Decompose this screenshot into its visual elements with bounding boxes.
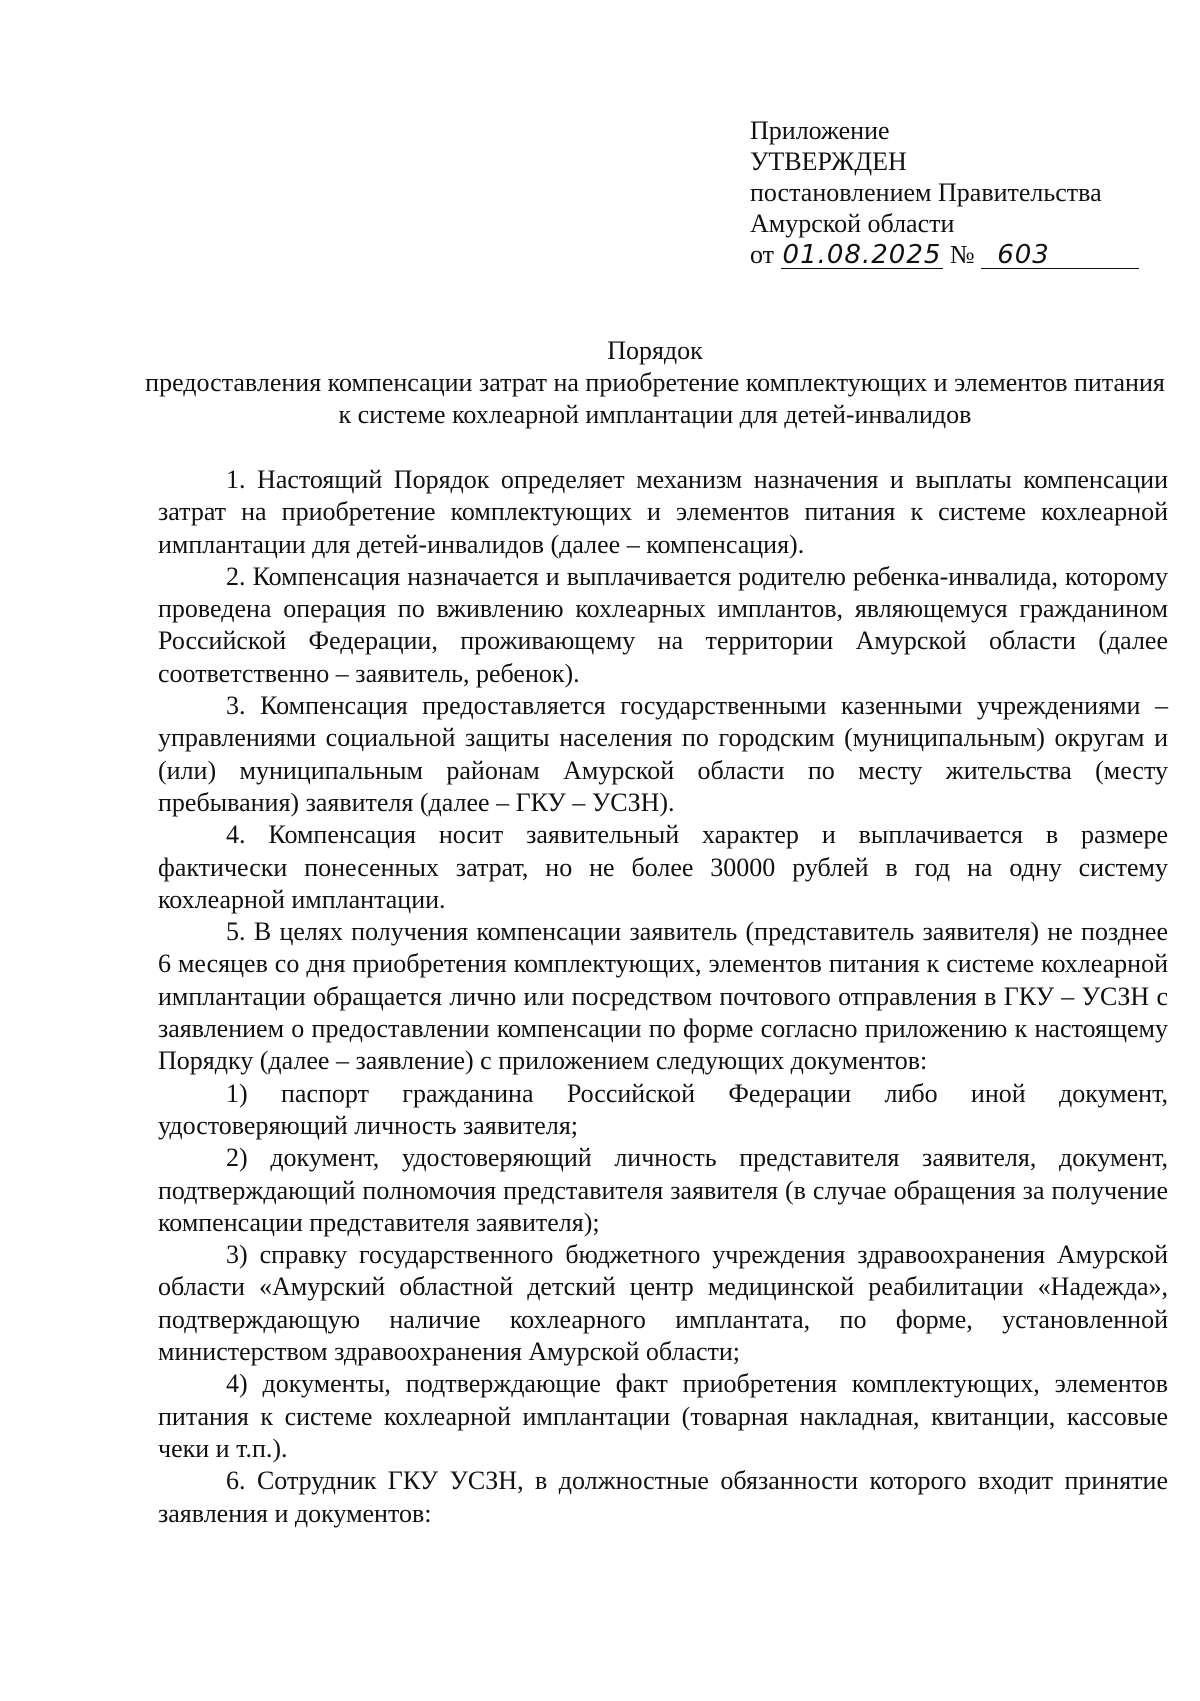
number-prefix: №	[949, 240, 975, 269]
list-item: 1) паспорт гражданина Российской Федерации либо иной документ, удостоверяющий личность заявителя;	[158, 1078, 1168, 1140]
handwritten-date: 01.08.2025	[782, 240, 942, 270]
approval-block	[750, 115, 1170, 270]
heading-subtitle: предоставления компенсации затрат на приобретение комплектующих и элементов питания к системе кохлеарной имплантации для детей-инвалидов	[145, 368, 1165, 429]
approval-date-number-line	[750, 239, 1170, 270]
paragraph: 5. В целях получения компенсации заявитель (представитель заявителя) не позднее 6 месяцев со дня приобретения комплектующих, элементов питания к системе кохлеарной имплантации обращается лично или посредством почтового отправления в ГКУ – УСЗН с заявлением о предоставлении компенсации по форме согласно приложению к настоящему Порядку (далее – заявление) с приложением следующих документов:	[158, 917, 1168, 1076]
paragraph: 6. Сотрудник ГКУ УСЗН, в должностные обязанности которого входит принятие заявления и документов:	[158, 1466, 1168, 1528]
paragraph: 1. Настоящий Порядок определяет механизм назначения и выплаты компенсации затрат на приобретение комплектующих и элементов питания к системе кохлеарной имплантации для детей-инвалидов (далее – компенсация).	[158, 465, 1168, 559]
document-body	[158, 464, 1168, 1530]
list-item: 3) справку государственного бюджетного учреждения здравоохранения Амурской области «Амурский областной детский центр медицинской реабилитации «Надежда», подтверждающую наличие кохлеарного имплантата, по форме, установленной министерством здравоохранения Амурской области;	[158, 1240, 1168, 1367]
list-item: 4) документы, подтверждающие факт приобретения комплектующих, элементов питания к системе кохлеарной имплантации (товарная накладная, квитанции, кассовые чеки и т.п.).	[158, 1369, 1168, 1463]
approval-appendix: Приложение	[750, 116, 890, 145]
list-item: 2) документ, удостоверяющий личность представителя заявителя, документ, подтверждающий полномочия представителя заявителя (в случае обращения за получение компенсации представителя заявителя);	[158, 1143, 1168, 1237]
approval-approved: УТВЕРЖДЕН	[750, 147, 907, 176]
document-heading	[140, 335, 1170, 431]
paragraph: 4. Компенсация носит заявительный характер и выплачивается в размере фактически понесенных затрат, но не более 30000 рублей в год на одну систему кохлеарной имплантации.	[158, 820, 1168, 914]
heading-title: Порядок	[607, 336, 703, 365]
handwritten-number: 603	[981, 242, 1139, 269]
paragraph: 3. Компенсация предоставляется государственными казенными учреждениями – управлениями социальной защиты населения по городским (муниципальным) округам и (или) муниципальным районам Амурской области по месту жительства (месту пребывания) заявителя (далее – ГКУ – УСЗН).	[158, 691, 1168, 817]
approval-region: Амурской области	[750, 209, 955, 238]
paragraph: 2. Компенсация назначается и выплачивается родителю ребенка-инвалида, которому проведена операция по вживлению кохлеарных имплантов, являющемуся гражданином Российской Федерации, проживающему на территории Амурской области (далее соответственно – заявитель, ребенок).	[158, 561, 1168, 688]
approval-decree: постановлением Правительства	[750, 178, 1102, 207]
date-prefix: от	[750, 240, 775, 269]
